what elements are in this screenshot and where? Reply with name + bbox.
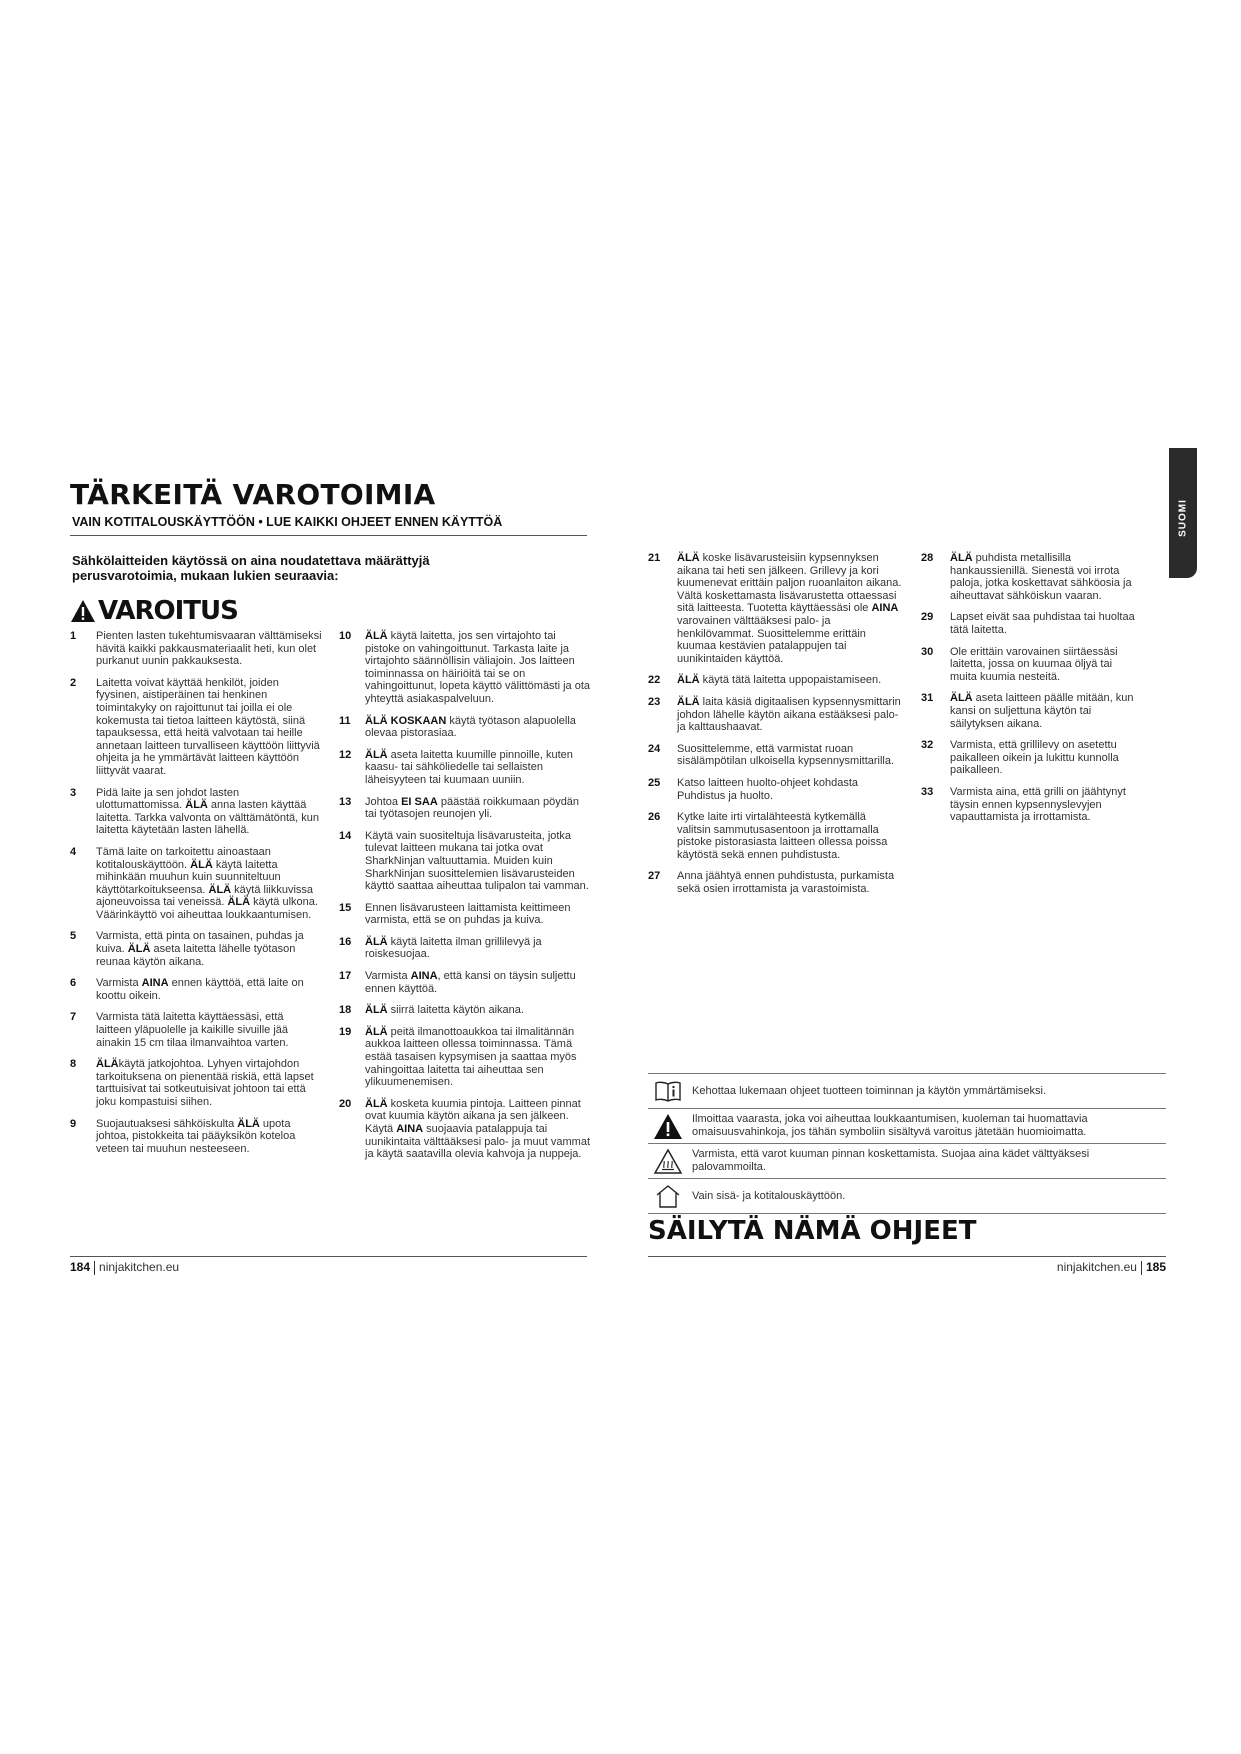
item-number: 28: [921, 552, 934, 564]
item-number: 23: [648, 695, 661, 708]
title-divider: [70, 535, 587, 536]
item-text: Varmista aina, että grilli on jäähtynyt täysin ennen kypsennyslevyjen vapauttamista ja irrottamista.: [950, 785, 1126, 824]
item-text: Suosittelemme, että varmistat ruoan sisälämpötilan ulkoisella kypsennysmittarilla.: [677, 742, 895, 768]
safety-item: [70, 977, 322, 1002]
safety-item: [339, 749, 592, 787]
safety-item: [648, 777, 902, 802]
indoor-use-icon: [648, 1183, 688, 1209]
language-tab-label: SUOMI: [1177, 499, 1189, 537]
legend-text: Kehottaa lukemaan ohjeet tuotteen toiminnan ja käytön ymmärtämiseksi.: [692, 1084, 1047, 1097]
item-text: ÄLÄ koske lisävarusteisiin kypsennyksen aikana tai heti sen jälkeen. Grillevy ja kori kuumenevat erittäin paljon ruoanlaiton aikana. Vältä koskettamasta lisävarustetta ottaessasi sitä laitteesta. Tuotetta käyttäessäsi ole AINA varovainen välttääksesi palo- ja henkilövammat. Suosittelemme erittäin kuumaa kestävien patalappujen tai uunikintaiden käyttöä.: [677, 552, 902, 665]
item-number: 18: [339, 1004, 352, 1017]
safety-item: [339, 936, 592, 961]
item-text: ÄLÄ KOSKAAN käytä työtason alapuolella olevaa pistorasiaa.: [365, 714, 576, 740]
symbol-legend: [648, 1073, 1166, 1214]
page-subtitle: VAIN KOTITALOUSKÄYTTÖÖN • LUE KAIKKI OHJEET ENNEN KÄYTTÖÄ: [72, 515, 503, 529]
item-number: 24: [648, 742, 661, 755]
item-text: Pienten lasten tukehtumisvaaran välttämiseksi hävitä kaikki pakkausmateriaalit heti, kun olet purkanut uunin pakkauksesta.: [96, 630, 322, 668]
item-text: Varmista, että pinta on tasainen, puhdas ja kuiva. ÄLÄ aseta laitetta lähelle työtason reunaa käytön aikana.: [96, 930, 304, 968]
item-number: 2: [70, 676, 77, 689]
item-text: Varmista AINA ennen käyttöä, että laite on koottu oikein.: [96, 977, 304, 1002]
language-tab: [1169, 448, 1197, 578]
safety-item: [648, 674, 902, 687]
safety-item: [648, 743, 902, 768]
hot-surface-icon: [648, 1148, 688, 1175]
item-number: 30: [921, 645, 934, 658]
item-number: 15: [339, 901, 352, 914]
warning-heading-text: VAROITUS: [98, 596, 238, 626]
legend-row: [648, 1073, 1166, 1109]
item-number: 13: [339, 795, 352, 808]
item-number: 22: [648, 674, 661, 687]
legend-text: Varmista, että varot kuuman pinnan koskettamista. Suojaa aina kädet välttyäksesi palovammoilta.: [692, 1148, 1090, 1173]
column-2: [339, 630, 592, 1170]
legend-text: Vain sisä- ja kotitalouskäyttöön.: [692, 1189, 846, 1202]
item-text: ÄLÄ aseta laitteen päälle mitään, kun kansi on suljettuna käytön tai säilytyksen aikana.: [950, 692, 1134, 730]
item-number: 3: [70, 786, 77, 799]
read-manual-icon: [648, 1079, 688, 1103]
item-text: ÄLÄ siirrä laitetta käytön aikana.: [365, 1004, 524, 1017]
safety-item: [648, 552, 902, 665]
item-text: Johtoa EI SAA päästää roikkumaan pöydän tai työtasojen reunojen yli.: [365, 795, 580, 821]
item-text: ÄLÄkäytä jatkojohtoa. Lyhyen virtajohdon tarkoituksena on pienentää riskiä, että lapset tarttuisivat tai sotkeutuisivat johtoon tai että joku kompastuisi siihen.: [96, 1058, 314, 1108]
item-number: 19: [339, 1025, 352, 1038]
safety-item: [70, 630, 322, 668]
column-1: [70, 630, 322, 1164]
safety-item: [70, 1011, 322, 1049]
footer-right: [1057, 1260, 1166, 1275]
legend-row: [648, 1144, 1166, 1179]
item-number: 10: [339, 630, 352, 642]
safety-item: [339, 715, 592, 740]
legend-text: Ilmoittaa vaarasta, joka voi aiheuttaa loukkaantumisen, kuoleman tai huomattavia omaisuusvahinkoja, jos tähän symboliin sisältyvä varoitus jätetään huomioimatta.: [692, 1113, 1088, 1138]
safety-item: [70, 930, 322, 968]
item-text: Tämä laite on tarkoitettu ainoastaan kotitalouskäyttöön. ÄLÄ käytä laitetta mihinkään muuhun kuin suunniteltuun käyttötarkoitukseensa. ÄLÄ käytä liikkuvissa ajoneuvoissa tai veneissä. ÄLÄ käytä ulkona. Väärinkäyttö voi aiheuttaa loukkaantumisen.: [96, 845, 318, 921]
safety-item: [70, 1058, 322, 1108]
item-text: ÄLÄ käytä tätä laitetta uppopaistamiseen.: [677, 674, 882, 687]
item-number: 32: [921, 739, 934, 752]
item-number: 29: [921, 611, 934, 624]
item-number: 31: [921, 692, 934, 705]
column-3: [648, 552, 902, 905]
item-text: ÄLÄ käytä laitetta ilman grillilevyä ja roiskesuojaa.: [365, 935, 542, 961]
item-text: Lapset eivät saa puhdistaa tai huoltaa tätä laitetta.: [950, 611, 1135, 636]
safety-item: [339, 1098, 592, 1161]
item-number: 33: [921, 785, 934, 798]
item-number: 8: [70, 1058, 77, 1071]
item-number: 5: [70, 930, 77, 943]
item-number: 26: [648, 811, 661, 824]
item-text: Pidä laite ja sen johdot lasten ulottumattomissa. ÄLÄ anna lasten käyttää laitetta. Tarkka valvonta on välttämätöntä, kun laitetta käytetään lasten lähellä.: [96, 786, 319, 837]
item-number: 6: [70, 977, 77, 990]
safety-item: [339, 796, 592, 821]
page-number-left: 184: [70, 1260, 91, 1274]
site-link-right[interactable]: ninjakitchen.eu: [1056, 1260, 1137, 1274]
safety-item: [921, 739, 1137, 777]
legend-row: [648, 1179, 1166, 1214]
safety-item: [70, 787, 322, 837]
warning-triangle-icon: [70, 599, 96, 623]
safety-item: [339, 1004, 592, 1017]
safety-item: [339, 630, 592, 706]
safety-item: [921, 786, 1137, 824]
item-text: ÄLÄ puhdista metallisilla hankaussienillä. Sienestä voi irrota paloja, jotka koskettavat sähköosia ja aiheuttavat sähköiskun vaaran.: [950, 552, 1132, 602]
item-number: 4: [70, 845, 77, 858]
item-number: 27: [648, 870, 661, 883]
item-text: Laitetta voivat käyttää henkilöt, joiden fyysinen, aistiperäinen tai henkinen toimintakyky on rajoittunut tai joilla ei ole kokemusta tai tietoa laitteen käytöstä, siinä tapauksessa, että heitä valvotaan tai heille annetaan laitteen turvalliseen käyttöön liittyviä ohjeita ja he ymmärtävät laitteen käyttöön liittyvät vaarat.: [96, 676, 320, 777]
item-text: ÄLÄ käytä laitetta, jos sen virtajohto tai pistoke on vahingoittunut. Tarkasta laite ja virtajohto säännöllisin väliajoin. Jos laitteen toiminnassa on häiriöitä tai se on vahingoittunut, lopeta käyttö välittömästi ja ota yhteyttä asiakaspalveluun.: [365, 630, 591, 705]
item-text: ÄLÄ peitä ilmanottoaukkoa tai ilmalitännän aukkoa laitteen ollessa toiminnassa. Tämä estää tasaisen kypsymisen ja saattaa myös vahingoittaa laitetta tai aiheuttaa sen ylikuumenemisen.: [365, 1025, 577, 1089]
safety-item: [339, 902, 592, 927]
item-text: Ennen lisävarusteen laittamista keittimeen varmista, että se on puhdas ja kuiva.: [365, 901, 571, 927]
safety-item: [921, 692, 1137, 730]
safety-item: [339, 970, 592, 995]
item-text: Anna jäähtyä ennen puhdistusta, purkamista sekä osien irrottamista ja varastoimista.: [677, 870, 895, 896]
item-number: 7: [70, 1011, 77, 1024]
footer-left: [70, 1260, 179, 1275]
safety-item: [339, 830, 592, 893]
item-text: Suojautuaksesi sähköiskulta ÄLÄ upota johtoa, pistokkeita tai pääyksikön koteloa veteen tai muuhun nesteeseen.: [96, 1117, 296, 1155]
warning-icon: [648, 1113, 688, 1140]
intro-text: Sähkölaitteiden käytössä on aina noudatettava määrättyjä perusvarotoimia, mukaan lukien seuraavia:: [72, 553, 430, 583]
footer-rule-left: [70, 1256, 587, 1257]
item-text: Varmista, että grillilevy on asetettu paikalleen oikein ja lukittu kunnolla paikalleen.: [950, 739, 1119, 777]
safety-item: [70, 846, 322, 922]
item-number: 9: [70, 1117, 77, 1130]
item-text: Varmista AINA, että kansi on täysin suljettu ennen käyttöä.: [365, 970, 576, 995]
warning-heading: [70, 596, 238, 626]
safety-item: [70, 677, 322, 778]
safety-item: [648, 811, 902, 861]
site-link-left[interactable]: ninjakitchen.eu: [99, 1260, 180, 1274]
footer-rule-right: [648, 1256, 1166, 1257]
item-number: 17: [339, 970, 352, 983]
page-title: TÄRKEITÄ VAROTOIMIA: [70, 478, 436, 511]
column-4: [921, 552, 1137, 833]
page-number-right: 185: [1145, 1260, 1166, 1274]
item-text: Katso laitteen huolto-ohjeet kohdasta Puhdistus ja huolto.: [677, 776, 859, 802]
safety-item: [921, 611, 1137, 636]
safety-item: [921, 552, 1137, 602]
item-text: ÄLÄ kosketa kuumia pintoja. Laitteen pinnat ovat kuumia käytön aikana ja sen jälkeen. Käytä AINA suojaavia patalappuja tai uunikintaita välttääksesi palo- ja muut vammat ja käytä saatavilla olevia kahvoja ja nuppeja.: [365, 1097, 590, 1161]
item-text: Varmista tätä laitetta käyttäessäsi, että laitteen yläpuolelle ja kaikille sivuille jää ainakin 15 cm tilaa ilmanvaihtoa varten.: [96, 1011, 289, 1049]
legend-row: [648, 1109, 1166, 1144]
item-number: 21: [648, 552, 661, 564]
item-number: 1: [70, 630, 77, 642]
item-number: 16: [339, 935, 352, 948]
safety-item: [648, 870, 902, 895]
item-text: ÄLÄ aseta laitetta kuumille pinnoille, kuten kaasu- tai sähköliedelle tai sellaisten läheisyyteen tai kuumaan uuniin.: [365, 748, 573, 786]
item-number: 20: [339, 1097, 352, 1110]
item-number: 12: [339, 748, 352, 761]
item-text: Kytke laite irti virtalähteestä kytkemällä valitsin sammutusasentoon ja irrottamalla pistoke pistorasiasta laitteen ollessa poissa käytöstä sekä ennen puhdistusta.: [677, 811, 888, 861]
item-text: ÄLÄ laita käsiä digitaalisen kypsennysmittarin johdon lähelle käytön aikana estääksesi palo- ja kalttaushaavat.: [677, 695, 901, 734]
safety-item: [648, 696, 902, 734]
safety-item: [921, 646, 1137, 684]
item-text: Käytä vain suositeltuja lisävarusteita, jotka tulevat laitteen mukana tai jotka ovat SharkNinjan valtuuttamia. Muiden kuin SharkNinjan suosittelemien lisävarusteiden käyttö saattaa aiheuttaa tulipalon tai vamman.: [365, 829, 589, 893]
item-number: 11: [339, 714, 351, 727]
item-number: 14: [339, 829, 352, 842]
safety-item: [70, 1118, 322, 1156]
item-number: 25: [648, 776, 661, 789]
safety-item: [339, 1026, 592, 1089]
item-text: Ole erittäin varovainen siirtäessäsi laitetta, jossa on kuumaa öljyä tai muita kuumia nesteitä.: [950, 645, 1118, 683]
keep-instructions-title: SÄILYTÄ NÄMÄ OHJEET: [648, 1216, 977, 1246]
